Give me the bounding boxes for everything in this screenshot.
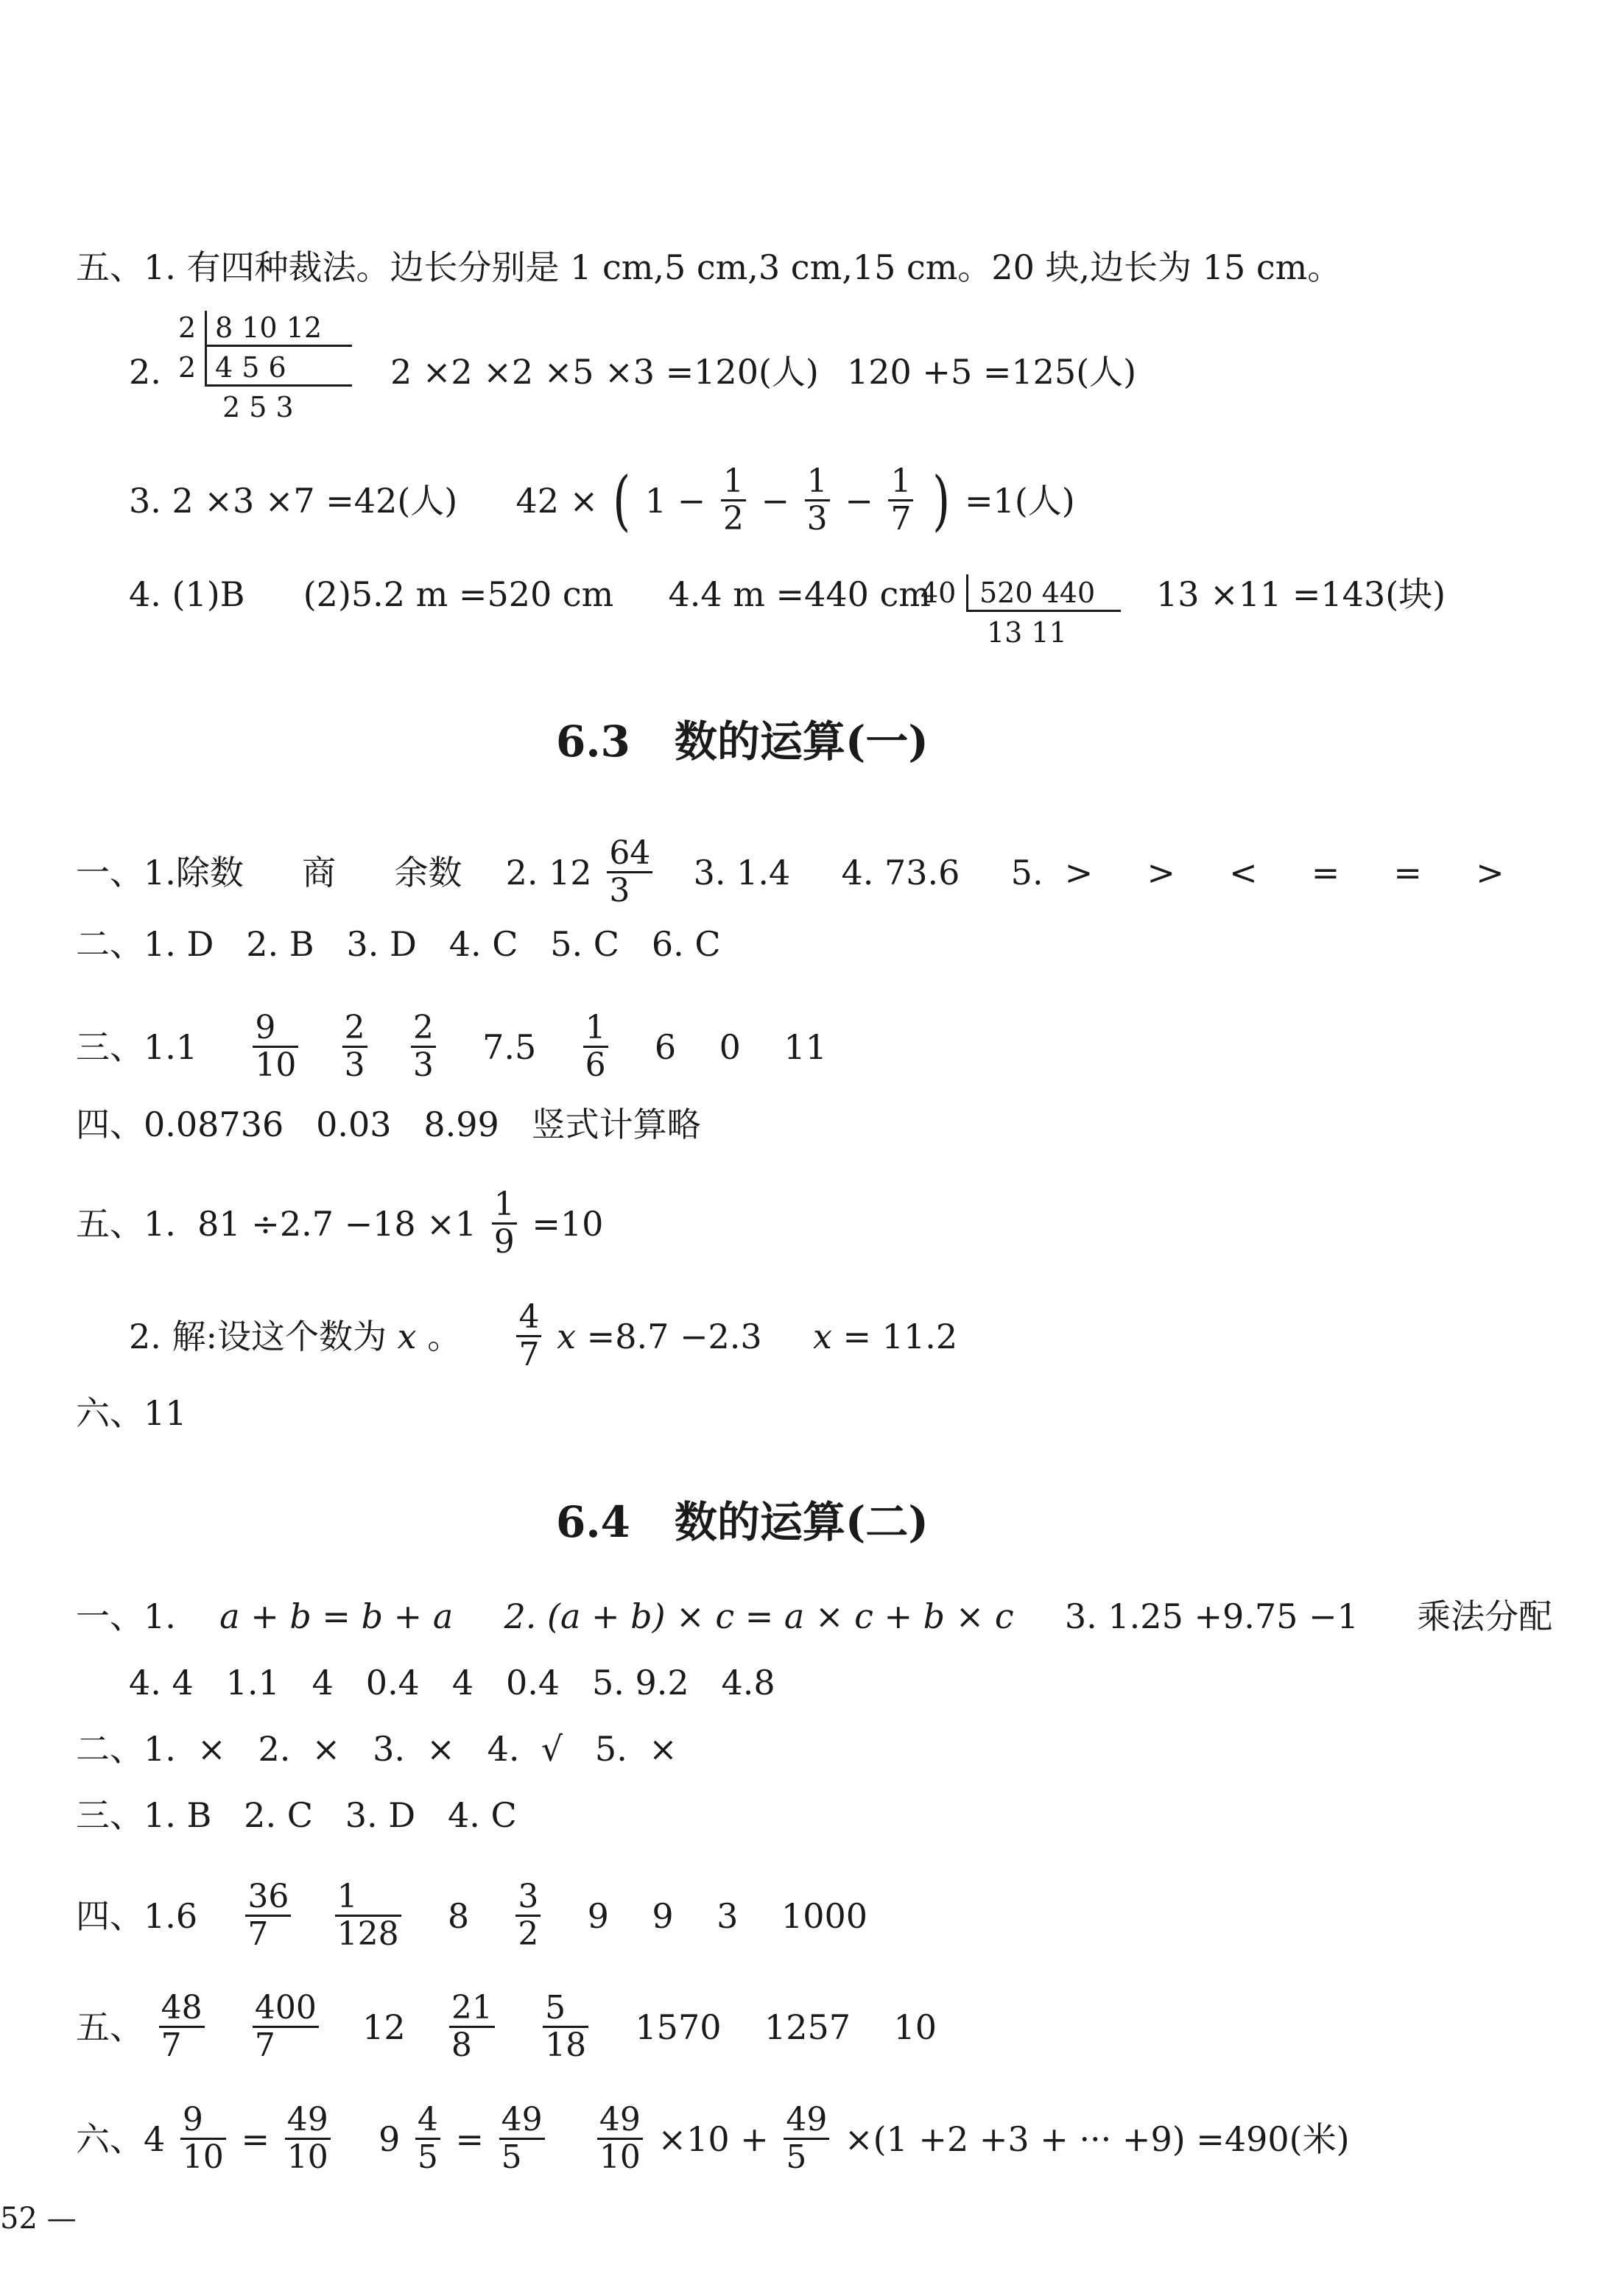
right-paren: )	[932, 462, 951, 538]
divisor-2: 2	[178, 351, 197, 384]
fraction-3-2: $\frac{3}{2}$	[515, 1879, 541, 1953]
s64-line7: 六、4 $\frac{9}{10}$ = $\frac{49}{10}$ 9 $\frac{4}{5}$ = $\frac{49}{5}$ $\frac{49}{10}$ ×10 + $\frac{49}{5}$ ×(1 +2 +3 + ··· +9) =490(米)	[76, 2101, 1350, 2177]
s5-line2-eq1: 2 ×2 ×2 ×5 ×3 =120(人)	[390, 352, 819, 392]
division-bracket-4	[966, 574, 968, 611]
fraction-1-3: $\frac{1}{3}$	[805, 464, 830, 538]
fraction-9-10-b: $\frac{9}{10}$	[180, 2102, 226, 2176]
s64-line5: 四、1.6 $\frac{36}{7}$ $\frac{1}{128}$ 8 $\frac{3}{2}$ 9 9 3 1000	[76, 1878, 868, 1954]
fraction-2-3-b: $\frac{2}{3}$	[411, 1010, 436, 1084]
s63-line3: 三、1.1 $\frac{9}{10}$ $\frac{2}{3}$ $\frac{2}{3}$ 7.5 $\frac{1}{6}$ 6 0 11	[76, 1009, 827, 1085]
s5-line4-result: 13 ×11 =143(块)	[1156, 574, 1446, 614]
fraction-36-7: $\frac{36}{7}$	[245, 1879, 291, 1953]
heading-6-4-title: 数的运算(二)	[674, 1497, 929, 1547]
fraction-1-2: $\frac{1}{2}$	[721, 464, 746, 538]
heading-6-3-number: 6.3	[556, 716, 630, 767]
fraction-48-7: $\frac{48}{7}$	[159, 1990, 205, 2064]
dividend-520-440: 520 440	[979, 577, 1096, 609]
s64-line4: 三、1. B 2. C 3. D 4. C	[76, 1795, 517, 1835]
dividend-row-2: 4 5 6	[215, 351, 286, 384]
fraction-49-5-b: $\frac{49}{5}$	[784, 2102, 829, 2176]
fraction-5-18: $\frac{5}{18}$	[543, 1990, 588, 2064]
s5-line1-text: 五、1. 有四种裁法。边长分别是 1 cm,5 cm,3 cm,15 cm。20 块,边长为 15 cm。	[76, 247, 1342, 287]
divisor-1: 2	[178, 311, 197, 344]
division-line-1	[205, 345, 352, 347]
s64-line2: 4. 4 1.1 4 0.4 4 0.4 5. 9.2 4.8	[129, 1663, 775, 1702]
division-line-2	[205, 384, 352, 387]
page-number: 52 —	[0, 2202, 77, 2236]
s5-line3: 3. 2 ×3 ×7 =42(人) 42 × ( 1 − $\frac{1}{2}$ − $\frac{1}{3}$ − $\frac{1}{7}$ ) =1(人)	[129, 462, 1075, 538]
s63-line1: 一、1.除数 商 余数 2. 12 $\frac{64}{3}$ 3. 1.4 4. 73.6 5. > > < = = >	[76, 834, 1504, 910]
fraction-400-7: $\frac{400}{7}$	[253, 1990, 319, 2064]
s5-line2-eq2: 120 +5 =125(人)	[847, 352, 1137, 392]
heading-6-3-title: 数的运算(一)	[674, 716, 929, 767]
fraction-4-5: $\frac{4}{5}$	[415, 2102, 440, 2176]
fraction-49-5: $\frac{49}{5}$	[499, 2102, 545, 2176]
heading-6-4	[556, 1487, 929, 1549]
division-bracket	[205, 311, 207, 384]
s63-line7: 六、11	[76, 1393, 187, 1433]
s5-line1	[76, 247, 1342, 287]
fraction-9-10: $\frac{9}{10}$	[253, 1010, 298, 1084]
quotient-13-11: 13 11	[987, 616, 1067, 649]
s63-line2: 二、1. D 2. B 3. D 4. C 5. C 6. C	[76, 924, 721, 964]
short-division-4	[921, 574, 1127, 648]
fraction-1-9: $\frac{1}{9}$	[492, 1187, 517, 1261]
fraction-2-3-a: $\frac{2}{3}$	[342, 1010, 367, 1084]
fraction-1-6: $\frac{1}{6}$	[583, 1010, 608, 1084]
s64-line3: 二、1. × 2. × 3. × 4. √ 5. ×	[76, 1729, 677, 1769]
heading-6-3	[556, 707, 929, 769]
quotient-row: 2 5 3	[222, 391, 294, 423]
s5-line4: 4. (1)B (2)5.2 m =520 cm 4.4 m =440 cm	[129, 574, 931, 614]
fraction-21-8: $\frac{21}{8}$	[449, 1990, 495, 2064]
fraction-49-10: $\frac{49}{10}$	[285, 2102, 331, 2176]
s63-line6: 2. 解:设这个数为 x 。 $\frac{4}{7}$ x =8.7 −2.3 x = 11.2	[129, 1298, 958, 1374]
division-line-4	[966, 610, 1121, 612]
fraction-64-3: $\frac{64}{3}$	[607, 836, 652, 909]
s5-line2-num: 2.	[129, 352, 161, 392]
fraction-1-128: $\frac{1}{128}$	[335, 1879, 401, 1953]
s63-line5: 五、1. 81 ÷2.7 −18 ×1 $\frac{1}{9}$ =10	[76, 1186, 604, 1261]
divisor-40: 40	[921, 577, 957, 609]
fraction-49-10-b: $\frac{49}{10}$	[597, 2102, 643, 2176]
s64-line6: 五、 $\frac{48}{7}$ $\frac{400}{7}$ 12 $\frac{21}{8}$ $\frac{5}{18}$ 1570 1257 10	[76, 1989, 937, 2065]
fraction-1-7: $\frac{1}{7}$	[888, 464, 913, 538]
dividend-row-1: 8 10 12	[215, 311, 323, 344]
heading-6-4-number: 6.4	[556, 1497, 630, 1547]
s63-line4: 四、0.08736 0.03 8.99 竖式计算略	[76, 1105, 701, 1144]
left-paren: (	[612, 462, 631, 538]
fraction-4-7: $\frac{4}{7}$	[516, 1300, 541, 1373]
short-division-2	[178, 311, 362, 429]
s64-line1: 一、1. a + b = b + a 2. (a + b) × c = a × c + b × c 3. 1.25 +9.75 −1 乘法分配	[76, 1596, 1553, 1636]
